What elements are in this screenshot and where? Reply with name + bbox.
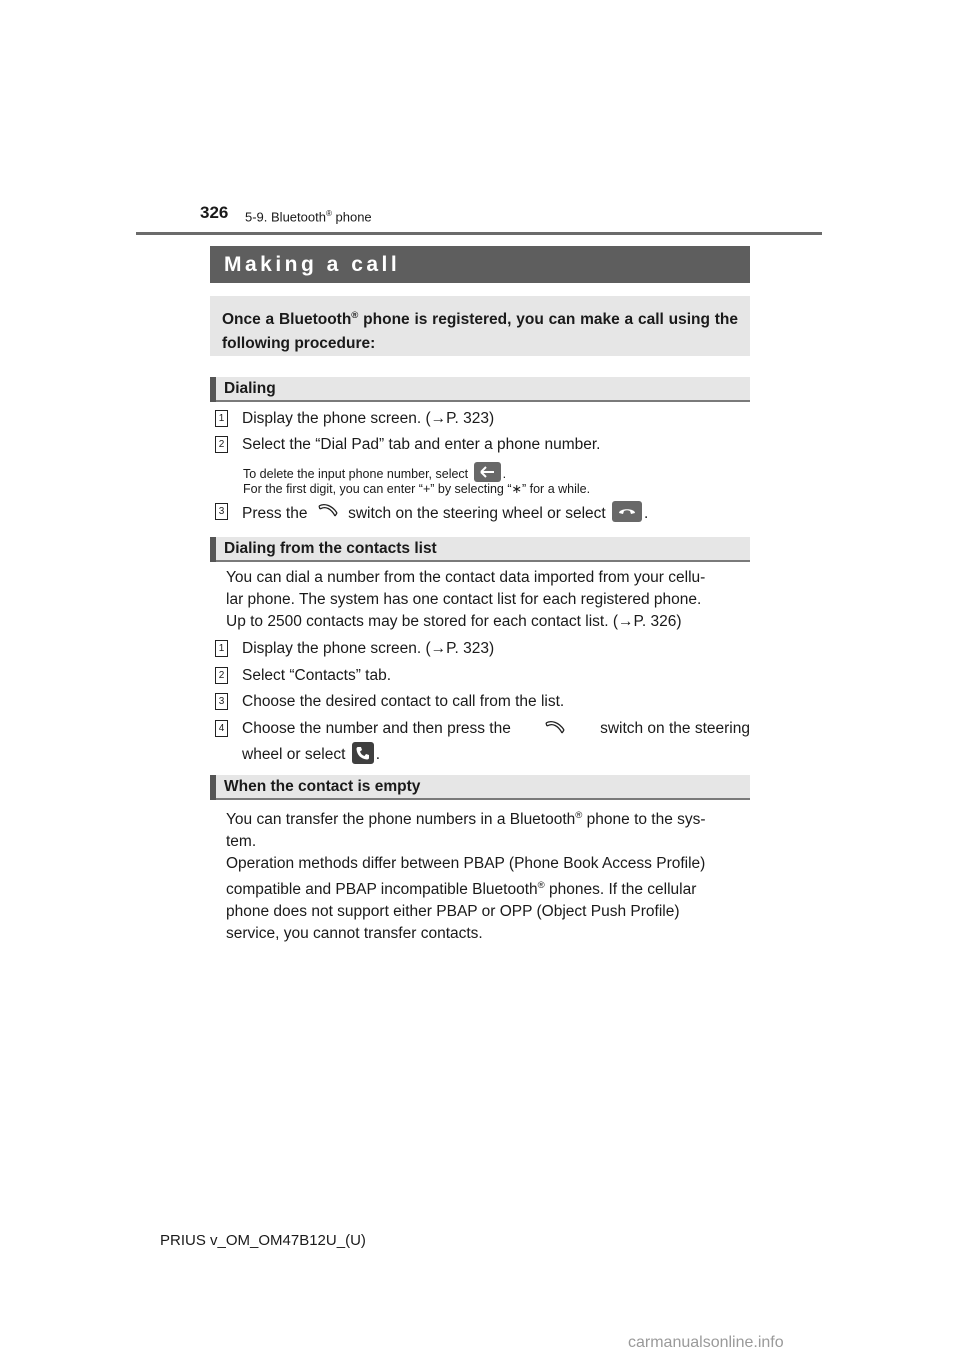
step-number: 4 xyxy=(215,720,228,737)
step-text: Select “Contacts” tab. xyxy=(242,667,392,684)
step-text: Press the switch on the steering wheel or select . xyxy=(242,501,750,525)
step-text: Display the phone screen. (→P. 323) xyxy=(242,410,495,427)
page-number: 326 xyxy=(200,203,229,222)
call-button-icon xyxy=(612,501,642,522)
intro-box: Once a Bluetooth® phone is registered, you can make a call using the following procedure: xyxy=(210,296,750,356)
step-number: 2 xyxy=(215,436,228,453)
subheading-label: Dialing xyxy=(224,380,276,397)
step-number: 1 xyxy=(215,640,228,657)
steering-phone-switch-icon xyxy=(316,502,340,522)
empty-description: You can transfer the phone numbers in a Bluetooth® phone to the sys- tem. Operation methods differ between PBAP (Phone Book Access Profile) compatible and PBAP incompatible Bluetooth® phones. If the cellular phone does not support either PBAP or OPP (Object Push Profile) service, you cannot transfer contacts. xyxy=(226,810,706,943)
subheading-label: When the contact is empty xyxy=(224,778,421,795)
step-text: Display the phone screen. (→P. 323) xyxy=(242,640,495,657)
header-divider xyxy=(136,232,822,235)
phone-icon xyxy=(352,742,374,764)
subheading-label: Dialing from the contacts list xyxy=(224,540,437,557)
subheading-empty xyxy=(210,775,750,800)
step-text: Choose the desired contact to call from the list. xyxy=(242,693,565,710)
step-number: 1 xyxy=(215,410,228,427)
subheading-dialing xyxy=(210,377,750,402)
backspace-icon xyxy=(474,462,501,482)
chapter-title: 5-9. Bluetooth® phone xyxy=(245,209,372,225)
step-number: 3 xyxy=(215,693,228,710)
note-delete: To delete the input phone number, select . xyxy=(243,462,743,483)
steering-phone-switch-icon xyxy=(542,719,568,739)
step-text: Choose the number and then press the switch on the steering wheel or select . xyxy=(242,720,750,763)
watermark: carmanualsonline.info xyxy=(628,1334,784,1351)
document-footer: PRIUS v_OM_OM47B12U_(U) xyxy=(160,1232,366,1249)
contacts-description: You can dial a number from the contact data imported from your cellu- lar phone. The system has one contact list for each registered phone. Up to 2500 contacts may be stored for each contact list. (→P. 326) xyxy=(226,569,706,630)
step-text: Select the “Dial Pad” tab and enter a phone number. xyxy=(242,436,601,453)
subheading-contacts xyxy=(210,537,750,562)
step-number: 3 xyxy=(215,503,228,520)
section-title: Making a call xyxy=(210,246,750,283)
step-number: 2 xyxy=(215,667,228,684)
note-first-digit: For the first digit, you can enter “+” by selecting “∗” for a while. xyxy=(243,482,591,496)
